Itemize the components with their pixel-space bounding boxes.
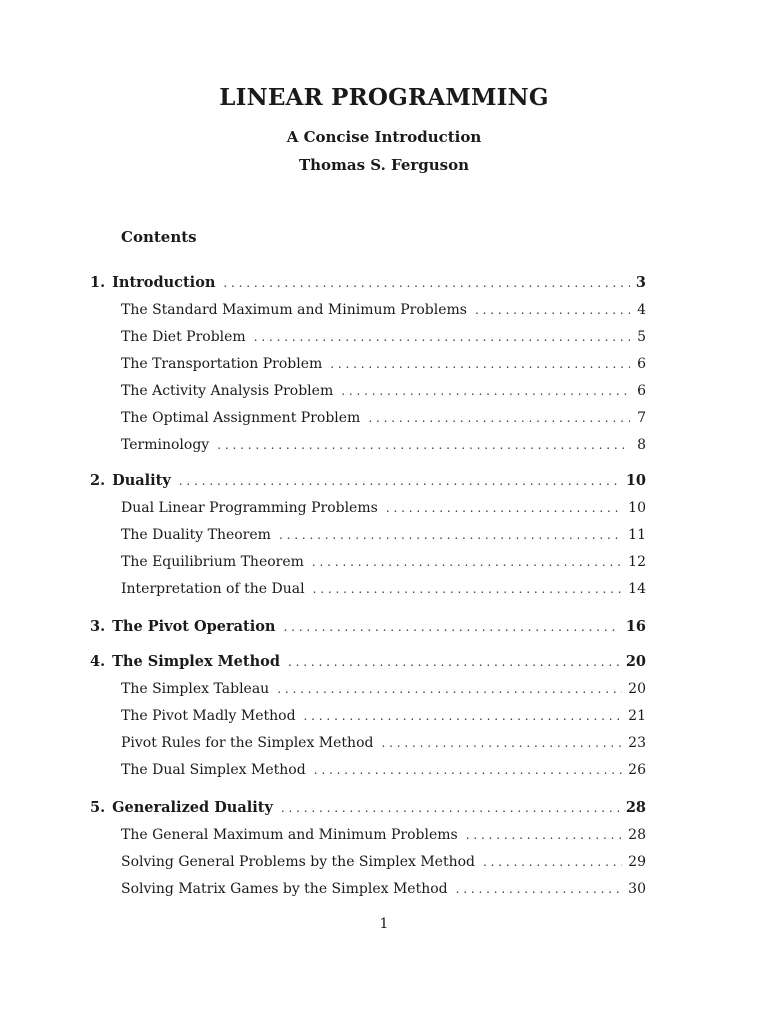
toc-page-number: 10 [625, 472, 646, 489]
toc-section-number: 1. [90, 274, 106, 291]
document-title: LINEAR PROGRAMMING [219, 84, 549, 111]
toc-entry-terminology[interactable] [121, 436, 646, 454]
toc-dot-leader [330, 355, 630, 373]
toc-entry-pivot-rules[interactable] [121, 734, 646, 752]
toc-entry-solving-general-problems[interactable] [121, 853, 646, 871]
toc-page-number: 6 [637, 356, 646, 372]
toc-dot-leader [341, 382, 630, 400]
toc-dot-leader [381, 734, 622, 752]
toc-section-generalized-duality[interactable] [90, 799, 646, 817]
toc-dot-leader [277, 680, 622, 698]
toc-entry-title: Pivot Rules for the Simplex Method [121, 735, 374, 751]
toc-entry-solving-matrix-games[interactable] [121, 880, 646, 898]
toc-page-number: 5 [637, 329, 646, 345]
toc-entry-title: Interpretation of the Dual [121, 581, 305, 597]
toc-dot-leader [254, 328, 630, 346]
toc-entry-title: Terminology [121, 437, 210, 453]
toc-section-duality[interactable] [90, 472, 646, 490]
toc-entry-duality-theorem[interactable] [121, 526, 646, 544]
toc-entry-equilibrium-theorem[interactable] [121, 553, 646, 571]
toc-entry-title: The Equilibrium Theorem [121, 554, 304, 570]
document-subtitle: A Concise Introduction [286, 128, 482, 146]
toc-page-number: 7 [637, 410, 646, 426]
toc-section-title: Generalized Duality [112, 799, 273, 816]
toc-dot-leader [223, 274, 630, 292]
toc-dot-leader [283, 618, 619, 636]
toc-entry-title: The Simplex Tableau [121, 681, 270, 697]
toc-entry-simplex-tableau[interactable] [121, 680, 646, 698]
toc-entry-title: The Pivot Madly Method [121, 708, 296, 724]
toc-entry-title: The Transportation Problem [121, 356, 323, 372]
contents-heading: Contents [121, 228, 197, 246]
toc-dot-leader [386, 499, 622, 517]
toc-entry-title: The Activity Analysis Problem [121, 383, 334, 399]
toc-section-simplex-method[interactable] [90, 653, 646, 671]
toc-entry-pivot-madly[interactable] [121, 707, 646, 725]
toc-entry-standard-max-min[interactable] [121, 301, 646, 319]
toc-dot-leader [217, 436, 630, 454]
toc-section-title: The Pivot Operation [112, 618, 276, 635]
toc-section-title: The Simplex Method [112, 653, 280, 670]
toc-dot-leader [281, 799, 620, 817]
toc-section-number: 3. [90, 618, 106, 635]
toc-section-number: 4. [90, 653, 106, 670]
toc-section-pivot-operation[interactable] [90, 618, 646, 636]
toc-page-number: 20 [628, 681, 646, 697]
toc-dot-leader [466, 826, 622, 844]
toc-section-number: 5. [90, 799, 106, 816]
toc-page-number: 6 [637, 383, 646, 399]
toc-page-number: 28 [628, 827, 646, 843]
toc-dot-leader [304, 707, 623, 725]
toc-page-number: 23 [628, 735, 646, 751]
toc-page-number: 11 [628, 527, 646, 543]
document-author: Thomas S. Ferguson [298, 156, 470, 174]
toc-dot-leader [279, 526, 622, 544]
toc-section-title: Introduction [112, 274, 216, 291]
toc-entry-diet-problem[interactable] [121, 328, 646, 346]
toc-entry-title: The Standard Maximum and Minimum Problems [121, 302, 467, 318]
toc-section-title: Duality [112, 472, 171, 489]
toc-entry-title: The Optimal Assignment Problem [121, 410, 361, 426]
toc-dot-leader [368, 409, 630, 427]
toc-dot-leader [483, 853, 622, 871]
toc-entry-title: Solving Matrix Games by the Simplex Method [121, 881, 448, 897]
toc-entry-optimal-assignment[interactable] [121, 409, 646, 427]
toc-page-number: 3 [635, 274, 646, 291]
toc-section-introduction[interactable] [90, 274, 646, 292]
toc-entry-title: Solving General Problems by the Simplex Method [121, 854, 475, 870]
toc-entry-transportation-problem[interactable] [121, 355, 646, 373]
toc-page-number: 12 [628, 554, 646, 570]
toc-dot-leader [314, 761, 622, 779]
toc-page-number: 30 [628, 881, 646, 897]
toc-section-number: 2. [90, 472, 106, 489]
page-number: 1 [379, 916, 389, 932]
toc-page-number: 16 [625, 618, 646, 635]
toc-dot-leader [288, 653, 620, 671]
toc-entry-title: Dual Linear Programming Problems [121, 500, 378, 516]
toc-page-number: 26 [628, 762, 646, 778]
toc-page-number: 8 [637, 437, 646, 453]
toc-dot-leader [179, 472, 620, 490]
toc-page-number: 14 [628, 581, 646, 597]
toc-page-number: 29 [628, 854, 646, 870]
toc-entry-title: The Duality Theorem [121, 527, 271, 543]
toc-page-number: 28 [625, 799, 646, 816]
toc-entry-interpretation-dual[interactable] [121, 580, 646, 598]
toc-page-number: 4 [637, 302, 646, 318]
toc-entry-dual-lp-problems[interactable] [121, 499, 646, 517]
toc-entry-title: The Dual Simplex Method [121, 762, 306, 778]
toc-page-number: 20 [625, 653, 646, 670]
toc-dot-leader [313, 580, 623, 598]
toc-entry-dual-simplex[interactable] [121, 761, 646, 779]
toc-entry-general-max-min[interactable] [121, 826, 646, 844]
toc-entry-activity-analysis[interactable] [121, 382, 646, 400]
toc-dot-leader [475, 301, 630, 319]
toc-dot-leader [312, 553, 622, 571]
toc-page-number: 10 [628, 500, 646, 516]
toc-page-number: 21 [628, 708, 646, 724]
toc-entry-title: The General Maximum and Minimum Problems [121, 827, 458, 843]
toc-entry-title: The Diet Problem [121, 329, 246, 345]
toc-dot-leader [456, 880, 623, 898]
